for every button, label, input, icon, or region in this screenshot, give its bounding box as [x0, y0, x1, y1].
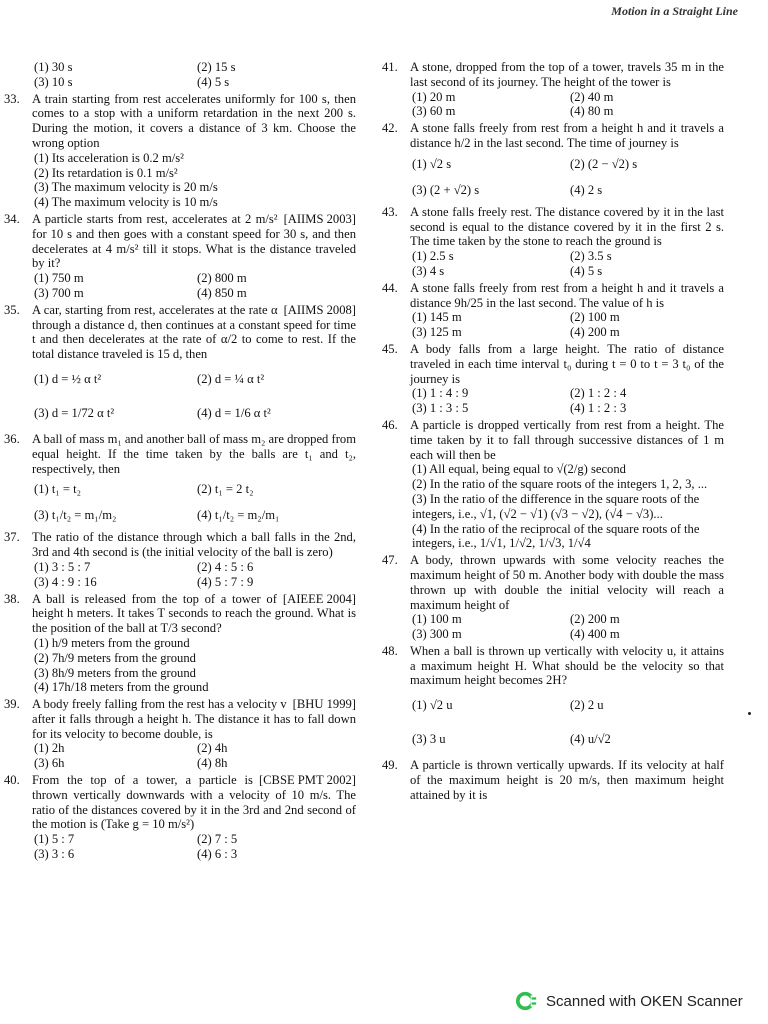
question-body: A body, thrown upwards with some velocity reaches the maximum height of 50 m. Another body with double the mass thrown up with double the initial velocity will reach a maximum height of: [410, 553, 724, 612]
question-37: [4, 530, 356, 589]
question-46: [382, 418, 724, 551]
question-body: A car, starting from rest, accelerates at the rate α through a distance d, then continues at a constant speed for time t and then decelerates at the rate of α/2 to come to rest. If the total distance traveled is 15 d, then: [32, 302, 356, 362]
answer-option: (4) 1 : 2 : 3: [570, 401, 627, 416]
answer-option: (3) 8h/9 meters from the ground: [34, 665, 196, 680]
question-body: A stone, dropped from the top of a tower, travels 35 m in the last second of its journey. The height of the tower is: [410, 60, 724, 89]
question-text: [410, 418, 724, 462]
question-body: A stone falls freely from rest from a height h and it travels a distance 9h/25 in the last second. The value of h is: [410, 280, 724, 310]
answer-option: (2) 100 m: [570, 310, 620, 325]
question-number: 44.: [382, 280, 398, 295]
answer-option: (3) 3 : 6: [34, 847, 75, 862]
question-text: [32, 432, 356, 476]
question-text: [410, 121, 724, 151]
answer-option: (4) 2 s: [570, 182, 603, 197]
question-41: [382, 60, 724, 119]
answer-option: (4) In the ratio of the reciprocal of the square roots of the integers, i.e., 1/√1, 1/√2, 1/√3, 1/√4: [412, 521, 700, 551]
answer-option: (4) 5 s: [570, 263, 603, 278]
question-35: [4, 303, 356, 430]
answer-option: (1) 145 m: [412, 310, 462, 325]
answer-option: (2) In the ratio of the square roots of the integers 1, 2, 3, ...: [412, 477, 708, 492]
answer-option: (1) √2 u: [412, 698, 453, 713]
question-number: 39.: [4, 697, 20, 712]
question-33: [4, 92, 356, 210]
answer-option: (1) 1 : 4 : 9: [412, 386, 469, 401]
question-body: When a ball is thrown up vertically with velocity u, it attains a maximum height H. What should be the velocity so that maximum height becomes 2H?: [410, 643, 724, 688]
answer-option: (2) 3.5 s: [570, 249, 612, 264]
question-number: 36.: [4, 431, 20, 446]
answer-option: (3) The maximum velocity is 20 m/s: [34, 180, 218, 195]
question-body: A train starting from rest accelerates uniformly for 100 s, then comes to a stop with a uniform retardation in the next 200 s. During the motion, it covers a distance of 3 km. Choose the wrong option: [32, 91, 356, 150]
question-number: 33.: [4, 91, 20, 106]
answer-option: (2) 4 : 5 : 6: [197, 559, 254, 574]
answer-option: (3) 60 m: [412, 104, 456, 119]
question-text: [32, 592, 356, 636]
answer-option: (1) 5 : 7: [34, 832, 75, 847]
question-body: A particle is thrown vertically upwards. If its velocity at half of the maximum height is 20 m/s, then maximum height attained by it is: [410, 758, 724, 802]
question-45: [382, 342, 724, 416]
answer-option: (3) d = 1/72 α t²: [34, 405, 115, 420]
scanner-watermark-text: Scanned with OKEN Scanner: [546, 992, 743, 1010]
question-number: 41.: [382, 60, 398, 74]
answer-option: (1) Its acceleration is 0.2 m/s²: [34, 150, 184, 165]
question-body: A stone falls freely rest. The distance covered by it in the last second is equal to the distance covered by it in the first 2 s. The time taken by the stone to reach the ground is: [410, 204, 724, 249]
answer-option: (2) 15 s: [197, 60, 236, 74]
question-text: [410, 60, 724, 90]
answer-option: (2) 4h: [197, 741, 228, 756]
answer-option: (4) d = 1/6 α t²: [197, 405, 271, 420]
answer-option: (3) 4 : 9 : 16: [34, 574, 97, 589]
answer-option: (1) 2h: [34, 741, 65, 756]
question-text: [410, 205, 724, 249]
question-body: A body freely falling from the rest has a velocity v after it falls through a height h. The distance it has to fall down for its velocity to become double, is: [32, 697, 356, 741]
question-number: 47.: [382, 553, 398, 568]
answer-option: (2) 7 : 5: [197, 832, 238, 847]
question-text: [32, 212, 356, 271]
answer-option: (1) 30 s: [34, 60, 73, 74]
answer-option: (2) t₁ = 2 t₂: [197, 482, 254, 497]
question-number: 42.: [382, 121, 398, 136]
question-text: [32, 697, 356, 741]
answer-option: (4) u/√2: [570, 732, 611, 747]
answer-option: (1) 20 m: [412, 89, 456, 104]
answer-option: (4) 5 s: [197, 74, 230, 89]
answer-option: (4) The maximum velocity is 10 m/s: [34, 195, 218, 210]
answer-option: (2) 40 m: [570, 89, 614, 104]
question-text: [410, 644, 724, 688]
question-text: [410, 281, 724, 311]
answer-option: (4) 80 m: [570, 104, 614, 119]
question-body: A particle is dropped vertically from rest from a height. The time taken by it to fall through successive distances of 1 m each will then be: [410, 417, 724, 462]
answer-option: (1) h/9 meters from the ground: [34, 635, 190, 650]
exam-source-tag: [AIIMS 2003]: [283, 211, 356, 226]
scan-dot: [748, 712, 751, 715]
question-number: 45.: [382, 341, 398, 356]
answer-option: (3) t₁/t₂ = m₁/m₂: [34, 508, 117, 523]
question-48: [382, 644, 724, 756]
question-body: A particle starts from rest, accelerates at 2 m/s² for 10 s and then goes with a constant speed for 30 s, and then decelerates at 4 m/s² till it stops. What is the distance traveled by it?: [32, 211, 356, 271]
question-body: A stone falls freely from rest from a height h and it travels a distance h/2 in the last second. The time of journey is: [410, 121, 724, 150]
answer-option: (2) d = ¼ α t²: [197, 371, 265, 386]
answer-option: (2) 2 u: [570, 698, 604, 713]
answer-option: (1) 2.5 s: [412, 249, 454, 264]
answer-option: (3) 125 m: [412, 325, 462, 340]
running-header: Motion in a Straight Line: [611, 4, 738, 18]
question-number: 38.: [4, 591, 20, 606]
question-body: A ball of mass m₁ and another ball of mass m₂ are dropped from equal height. If the time taken by the balls are t₁ and t₂, respectively, then: [32, 431, 356, 476]
question-text: [410, 758, 724, 802]
answer-option: (2) (2 − √2) s: [570, 156, 638, 171]
answer-option: (4) 8h: [197, 756, 228, 771]
answer-option: (2) 800 m: [197, 271, 247, 286]
question-34: [4, 212, 356, 301]
answer-option: (3) 1 : 3 : 5: [412, 401, 469, 416]
answer-option: (4) t₁/t₂ = m₂/m₁: [197, 508, 280, 523]
question-49: [382, 758, 724, 802]
answer-option: (1) 750 m: [34, 271, 84, 286]
question-number: 43.: [382, 204, 398, 219]
answer-option: (1) √2 s: [412, 156, 452, 171]
exam-source-tag: [CBSE PMT 2002]: [258, 773, 356, 788]
question-text: [410, 342, 724, 386]
question-number: 40.: [4, 773, 20, 788]
question-text: [410, 553, 724, 612]
scanner-watermark: [516, 990, 743, 1012]
question-43: [382, 205, 724, 279]
answer-option: (3) In the ratio of the difference in the square roots of the integers, i.e., √1, (√2 − √1) (√3 − √2), (√4 − √3)...: [412, 491, 700, 521]
question-number: 46.: [382, 417, 398, 432]
answer-option: (3) 300 m: [412, 627, 462, 642]
answer-option: (3) 3 u: [412, 732, 446, 747]
answer-option: (1) t₁ = t₂: [34, 482, 82, 497]
question-text: [32, 303, 356, 362]
question-number: 34.: [4, 211, 20, 226]
oken-scanner-logo-icon: [516, 990, 538, 1012]
question-32-options: [4, 60, 356, 90]
answer-option: (1) 3 : 5 : 7: [34, 559, 91, 574]
answer-option: (2) Its retardation is 0.1 m/s²: [34, 165, 178, 180]
answer-option: (1) All equal, being equal to √(2/g) second: [412, 462, 626, 477]
right-column: [382, 60, 724, 805]
question-39: [4, 697, 356, 771]
question-text: [32, 773, 356, 832]
answer-option: (3) 700 m: [34, 285, 84, 300]
exam-source-tag: [AIIMS 2008]: [283, 302, 356, 317]
exam-source-tag: [BHU 1999]: [292, 697, 356, 712]
question-body: From the top of a tower, a particle is thrown vertically downwards with a velocity of 10 m/s. The ratio of the distances covered by it in the 3rd and 2nd second of the motion is (Take g = 10 m/s²): [32, 773, 356, 832]
exam-source-tag: [AIEEE 2004]: [282, 591, 356, 606]
question-number: 48.: [382, 643, 398, 658]
question-42: [382, 121, 724, 203]
answer-option: (4) 400 m: [570, 627, 620, 642]
question-number: 49.: [382, 758, 398, 773]
answer-option: (2) 200 m: [570, 612, 620, 627]
answer-option: (1) d = ½ α t²: [34, 371, 102, 386]
answer-option: (1) 100 m: [412, 612, 462, 627]
answer-option: (3) 10 s: [34, 74, 73, 89]
question-text: [32, 92, 356, 151]
answer-option: (3) 6h: [34, 756, 65, 771]
left-column: [4, 60, 356, 864]
answer-option: (2) 7h/9 meters from the ground: [34, 650, 196, 665]
question-38: [4, 592, 356, 696]
answer-option: (4) 850 m: [197, 285, 247, 300]
question-number: 37.: [4, 530, 20, 545]
question-44: [382, 281, 724, 340]
question-body: A body falls from a large height. The ratio of distance traveled in each time interval t₀ during t = 0 to t = 3 t₀ of the journey is: [410, 341, 724, 386]
question-36: [4, 432, 356, 528]
answer-option: (4) 200 m: [570, 325, 620, 340]
answer-option: (4) 17h/18 meters from the ground: [34, 680, 209, 695]
answer-option: (4) 5 : 7 : 9: [197, 574, 254, 589]
answer-option: (2) 1 : 2 : 4: [570, 386, 627, 401]
question-number: 35.: [4, 302, 20, 317]
answer-option: (3) (2 + √2) s: [412, 182, 480, 197]
question-47: [382, 553, 724, 642]
answer-option: (4) 6 : 3: [197, 847, 238, 862]
answer-option: (3) 4 s: [412, 263, 445, 278]
question-text: [32, 530, 356, 560]
question-body: The ratio of the distance through which a ball falls in the 2nd, 3rd and 4th second is (the initial velocity of the ball is zero): [32, 530, 356, 560]
question-40: [4, 773, 356, 862]
question-body: A ball is released from the top of a tower of height h meters. It takes T seconds to reach the ground. What is the position of the ball at T/3 second?: [32, 591, 356, 636]
